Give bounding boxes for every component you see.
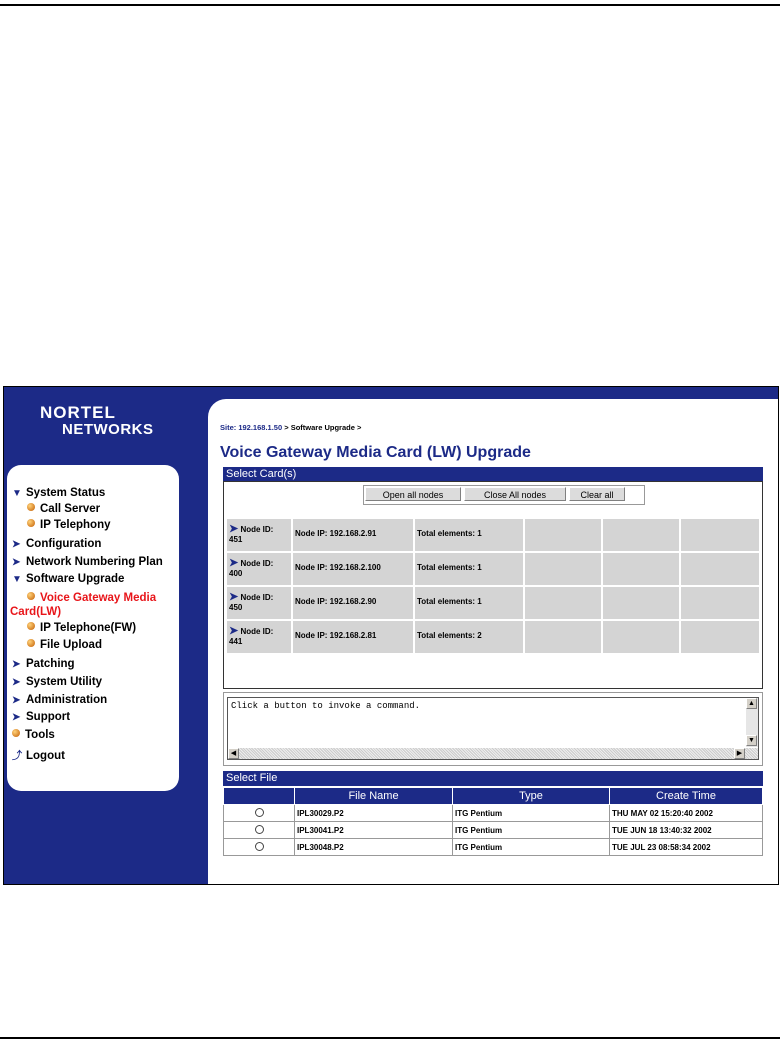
total-elements-cell: Total elements: 1 bbox=[415, 587, 523, 619]
nav-voice-gateway-media-card[interactable]: Voice Gateway Media bbox=[27, 592, 156, 604]
nav-ip-telephone-fw[interactable]: IP Telephone(FW) bbox=[27, 622, 136, 634]
horizontal-scrollbar[interactable] bbox=[228, 748, 758, 759]
nav-system-status[interactable]: ▼ System Status bbox=[12, 487, 106, 499]
nav-system-utility[interactable]: ➤ System Utility bbox=[12, 676, 103, 688]
expand-arrow-icon: ➤ bbox=[229, 523, 239, 535]
page-title: Voice Gateway Media Card (LW) Upgrade bbox=[220, 444, 531, 461]
nortel-logo bbox=[40, 403, 170, 438]
browser-screenshot bbox=[3, 386, 779, 885]
file-radio-button[interactable] bbox=[255, 825, 264, 834]
node-ip-cell: Node IP: 192.168.2.81 bbox=[293, 621, 413, 653]
nav-tools[interactable]: Tools bbox=[12, 729, 55, 741]
close-all-nodes-button[interactable]: Close All nodes bbox=[464, 487, 566, 501]
nav-voice-gateway-media-card-line2[interactable]: Card(LW) bbox=[10, 606, 62, 618]
empty-cell bbox=[681, 519, 759, 551]
select-file-header: Select File bbox=[223, 771, 763, 786]
expand-arrow-icon: ➤ bbox=[229, 625, 239, 637]
sidebar-nav bbox=[7, 465, 179, 791]
empty-cell bbox=[525, 553, 601, 585]
expand-arrow-icon: ➤ bbox=[229, 557, 239, 569]
chevron-down-icon: ▼ bbox=[12, 488, 22, 499]
file-time-cell: TUE JUL 23 08:58:34 2002 bbox=[610, 839, 763, 856]
logo-line1: NORTEL bbox=[40, 403, 116, 422]
main-content bbox=[208, 399, 779, 884]
file-select-cell[interactable] bbox=[224, 805, 295, 822]
bullet-icon bbox=[27, 592, 35, 600]
empty-cell bbox=[603, 519, 679, 551]
nav-administration[interactable]: ➤ Administration bbox=[12, 694, 108, 706]
command-output-panel bbox=[223, 692, 763, 766]
chevron-right-icon: ➤ bbox=[12, 557, 21, 568]
empty-cell bbox=[525, 621, 601, 653]
node-id-cell[interactable]: ➤ Node ID: 400 bbox=[227, 553, 291, 585]
file-name-column-header: File Name bbox=[295, 788, 453, 805]
bullet-icon bbox=[27, 639, 35, 647]
scroll-left-icon[interactable]: ◀ bbox=[228, 748, 239, 759]
file-time-cell: TUE JUN 18 13:40:32 2002 bbox=[610, 822, 763, 839]
nav-configuration[interactable]: ➤ Configuration bbox=[12, 538, 102, 550]
scroll-right-icon[interactable]: ▶ bbox=[734, 748, 745, 759]
file-time-cell: THU MAY 02 15:20:40 2002 bbox=[610, 805, 763, 822]
scroll-up-icon[interactable]: ▲ bbox=[746, 698, 757, 709]
node-id-cell[interactable]: ➤ Node ID: 451 bbox=[227, 519, 291, 551]
file-name-cell: IPL30048.P2 bbox=[295, 839, 453, 856]
bottom-rule bbox=[0, 1037, 780, 1039]
empty-cell bbox=[525, 587, 601, 619]
table-row[interactable] bbox=[224, 839, 763, 856]
open-all-nodes-button[interactable]: Open all nodes bbox=[365, 487, 461, 501]
empty-cell bbox=[603, 553, 679, 585]
clear-all-button[interactable]: Clear all bbox=[569, 487, 625, 501]
empty-cell bbox=[603, 587, 679, 619]
node-id-cell[interactable]: ➤ Node ID: 441 bbox=[227, 621, 291, 653]
breadcrumb-site[interactable]: Site: 192.168.1.50 bbox=[220, 423, 283, 432]
command-output-textarea[interactable] bbox=[227, 697, 759, 760]
logo-line2: NETWORKS bbox=[62, 421, 154, 438]
empty-cell bbox=[681, 553, 759, 585]
create-time-column-header: Create Time bbox=[610, 788, 763, 805]
node-ip-cell: Node IP: 192.168.2.91 bbox=[293, 519, 413, 551]
file-name-cell: IPL30041.P2 bbox=[295, 822, 453, 839]
radio-column-header bbox=[224, 788, 295, 805]
nav-support[interactable]: ➤ Support bbox=[12, 711, 71, 723]
node-ip-cell: Node IP: 192.168.2.90 bbox=[293, 587, 413, 619]
empty-cell bbox=[525, 519, 601, 551]
file-select-cell[interactable] bbox=[224, 822, 295, 839]
table-row[interactable] bbox=[224, 805, 763, 822]
chevron-right-icon: ➤ bbox=[12, 539, 21, 550]
file-name-cell: IPL30029.P2 bbox=[295, 805, 453, 822]
scroll-down-icon[interactable]: ▼ bbox=[746, 735, 757, 746]
node-id-cell[interactable]: ➤ Node ID: 450 bbox=[227, 587, 291, 619]
bullet-icon bbox=[27, 503, 35, 511]
empty-cell bbox=[603, 621, 679, 653]
chevron-right-icon: ➤ bbox=[12, 695, 21, 706]
button-toolbar bbox=[363, 485, 645, 505]
chevron-right-icon: ➤ bbox=[12, 712, 21, 723]
select-cards-panel bbox=[223, 481, 763, 689]
command-output-text: Click a button to invoke a command. bbox=[231, 701, 421, 711]
table-row[interactable] bbox=[224, 822, 763, 839]
type-column-header: Type bbox=[453, 788, 610, 805]
file-table bbox=[223, 787, 763, 856]
empty-cell bbox=[681, 587, 759, 619]
file-type-cell: ITG Pentium bbox=[453, 839, 610, 856]
file-radio-button[interactable] bbox=[255, 808, 264, 817]
breadcrumb: Site: 192.168.1.50 > Software Upgrade > bbox=[220, 423, 362, 432]
file-type-cell: ITG Pentium bbox=[453, 805, 610, 822]
node-ip-cell: Node IP: 192.168.2.100 bbox=[293, 553, 413, 585]
logout-icon: ⤴ bbox=[12, 751, 22, 762]
bullet-icon bbox=[27, 519, 35, 527]
empty-cell bbox=[681, 621, 759, 653]
file-type-cell: ITG Pentium bbox=[453, 822, 610, 839]
file-select-cell[interactable] bbox=[224, 839, 295, 856]
bullet-icon bbox=[27, 622, 35, 630]
chevron-right-icon: ➤ bbox=[12, 659, 21, 670]
nav-call-server[interactable]: Call Server bbox=[27, 503, 100, 515]
bullet-icon bbox=[12, 729, 20, 737]
top-rule bbox=[0, 4, 780, 6]
total-elements-cell: Total elements: 1 bbox=[415, 519, 523, 551]
nav-ip-telephony[interactable]: IP Telephony bbox=[27, 519, 111, 531]
expand-arrow-icon: ➤ bbox=[229, 591, 239, 603]
chevron-down-icon: ▼ bbox=[12, 574, 22, 585]
total-elements-cell: Total elements: 1 bbox=[415, 553, 523, 585]
nav-network-numbering-plan[interactable]: ➤ Network Numbering Plan bbox=[12, 556, 163, 568]
vertical-scrollbar[interactable] bbox=[746, 698, 758, 747]
chevron-right-icon: ➤ bbox=[12, 677, 21, 688]
nav-patching[interactable]: ➤ Patching bbox=[12, 658, 75, 670]
nav-file-upload[interactable]: File Upload bbox=[27, 639, 102, 651]
nav-software-upgrade[interactable]: ▼ Software Upgrade bbox=[12, 573, 125, 585]
nav-logout[interactable]: ⤴ Logout bbox=[12, 747, 65, 762]
select-cards-header: Select Card(s) bbox=[223, 467, 763, 481]
total-elements-cell: Total elements: 2 bbox=[415, 621, 523, 653]
file-radio-button[interactable] bbox=[255, 842, 264, 851]
